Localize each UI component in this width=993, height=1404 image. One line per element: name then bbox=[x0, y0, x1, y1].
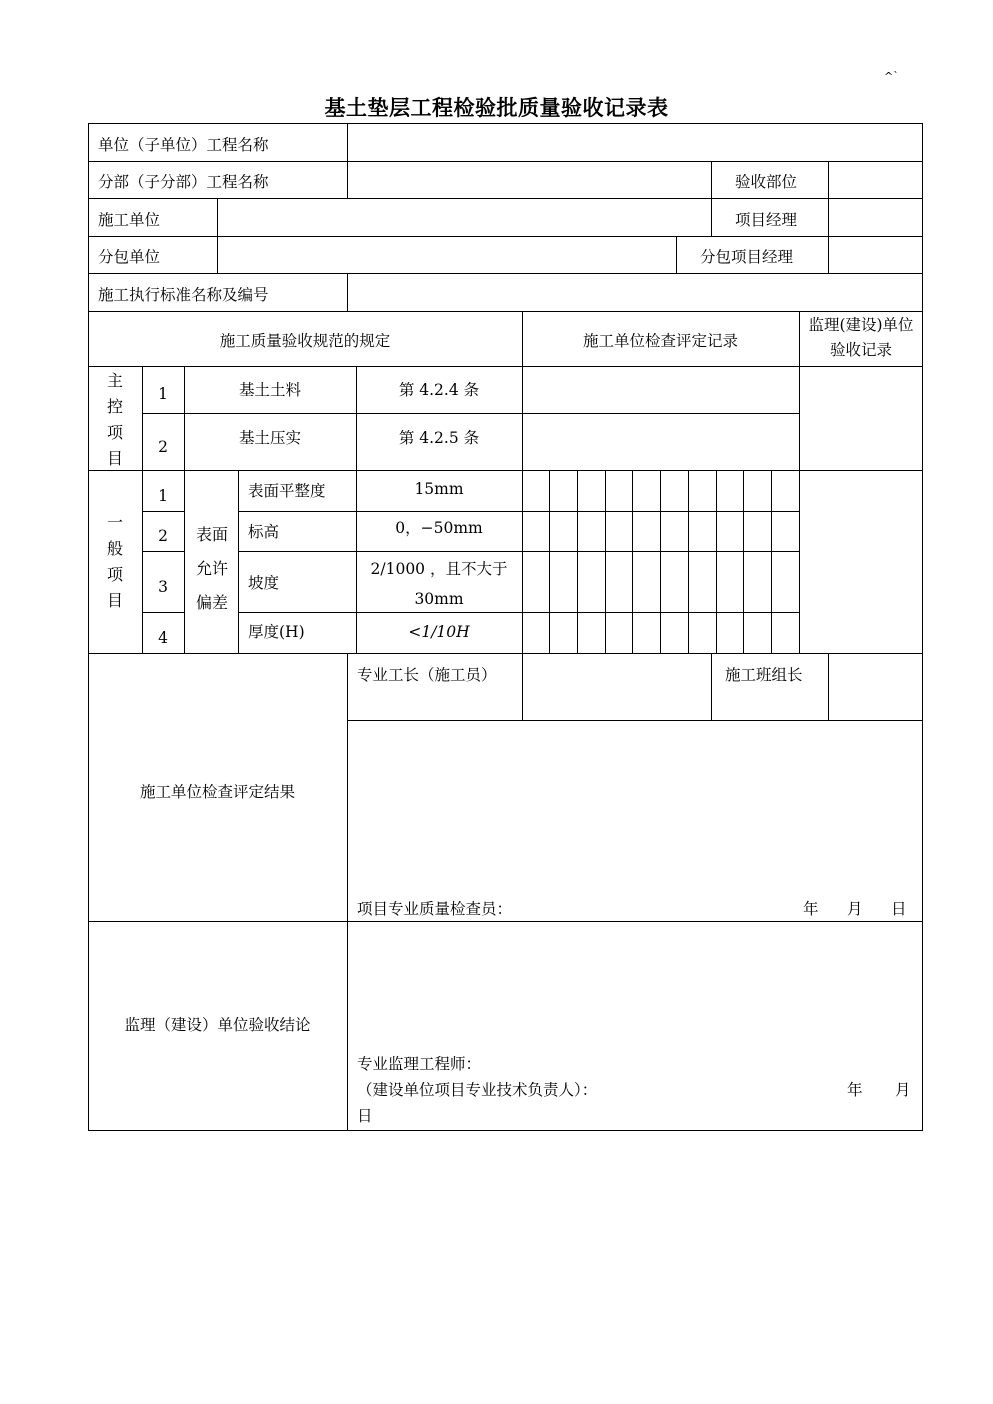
subcontract-pm-label: 分包项目经理 bbox=[700, 248, 794, 266]
contractor-result-label: 施工单位检查评定结果 bbox=[139, 783, 295, 801]
spec-column-header: 施工质量验收规范的规定 bbox=[219, 332, 391, 350]
main-item-no: 1 bbox=[158, 385, 168, 403]
general-item-value: <1/10H bbox=[408, 623, 470, 641]
supervising-engineer-label: 专业监理工程师： bbox=[357, 1055, 482, 1073]
construction-unit-label: 施工单位 bbox=[98, 211, 161, 229]
division-project-name-label: 分部（子分部）工程名称 bbox=[98, 173, 269, 191]
main-item-clause: 第 4.2.5 条 bbox=[398, 429, 480, 447]
quality-inspector-label: 项目专业质量检查员： bbox=[357, 900, 513, 918]
inspection-part-label: 验收部位 bbox=[735, 173, 798, 191]
general-item-name: 坡度 bbox=[248, 574, 280, 592]
foreman-label: 专业工长（施工员） bbox=[357, 666, 497, 684]
supervisor-conclusion-label: 监理（建设）单位验收结论 bbox=[124, 1016, 311, 1034]
main-item-name: 基土土料 bbox=[238, 381, 301, 399]
project-manager-label: 项目经理 bbox=[735, 211, 798, 229]
surface-deviation-group-label: 表面允许偏差 bbox=[196, 525, 229, 612]
main-item-no: 2 bbox=[158, 438, 168, 456]
main-item-name: 基土压实 bbox=[238, 429, 301, 447]
conclusion-date-day: 日 bbox=[357, 1107, 373, 1125]
unit-project-name-label: 单位（子单位）工程名称 bbox=[98, 136, 269, 154]
conclusion-date-year: 年 bbox=[847, 1081, 863, 1099]
page-title: 基土垫层工程检验批质量验收记录表 bbox=[324, 96, 669, 120]
supervisor-record-column-header: 监理(建设)单位验收记录 bbox=[808, 316, 914, 359]
contractor-record-column-header: 施工单位检查评定记录 bbox=[582, 332, 738, 350]
main-item-clause: 第 4.2.4 条 bbox=[398, 381, 480, 399]
general-item-no: 1 bbox=[158, 487, 168, 505]
general-item-name: 表面平整度 bbox=[248, 482, 326, 500]
general-item-value: 15mm bbox=[414, 480, 464, 498]
main-items-label: 主控项目 bbox=[106, 371, 123, 468]
team-leader-label: 施工班组长 bbox=[725, 666, 803, 684]
standard-label: 施工执行标准名称及编号 bbox=[98, 286, 269, 304]
result-date-year: 年 bbox=[803, 900, 819, 918]
general-items-label: 一般项目 bbox=[106, 513, 123, 610]
corner-mark: ^` bbox=[884, 70, 899, 83]
general-item-name: 标高 bbox=[248, 523, 280, 541]
general-item-no: 4 bbox=[158, 629, 168, 647]
owner-technical-lead-label: （建设单位项目专业技术负责人）： bbox=[357, 1081, 598, 1099]
general-item-no: 3 bbox=[158, 578, 168, 596]
conclusion-date-month: 月 bbox=[895, 1081, 911, 1099]
result-date-day: 日 bbox=[891, 900, 907, 918]
general-item-value: 0，−50mm bbox=[395, 519, 483, 537]
result-date-month: 月 bbox=[847, 900, 863, 918]
subcontractor-label: 分包单位 bbox=[98, 248, 161, 266]
general-item-name: 厚度(H) bbox=[248, 623, 305, 641]
general-item-value: 2/1000 ，且不大于 30mm bbox=[370, 560, 508, 608]
general-item-no: 2 bbox=[158, 527, 168, 545]
